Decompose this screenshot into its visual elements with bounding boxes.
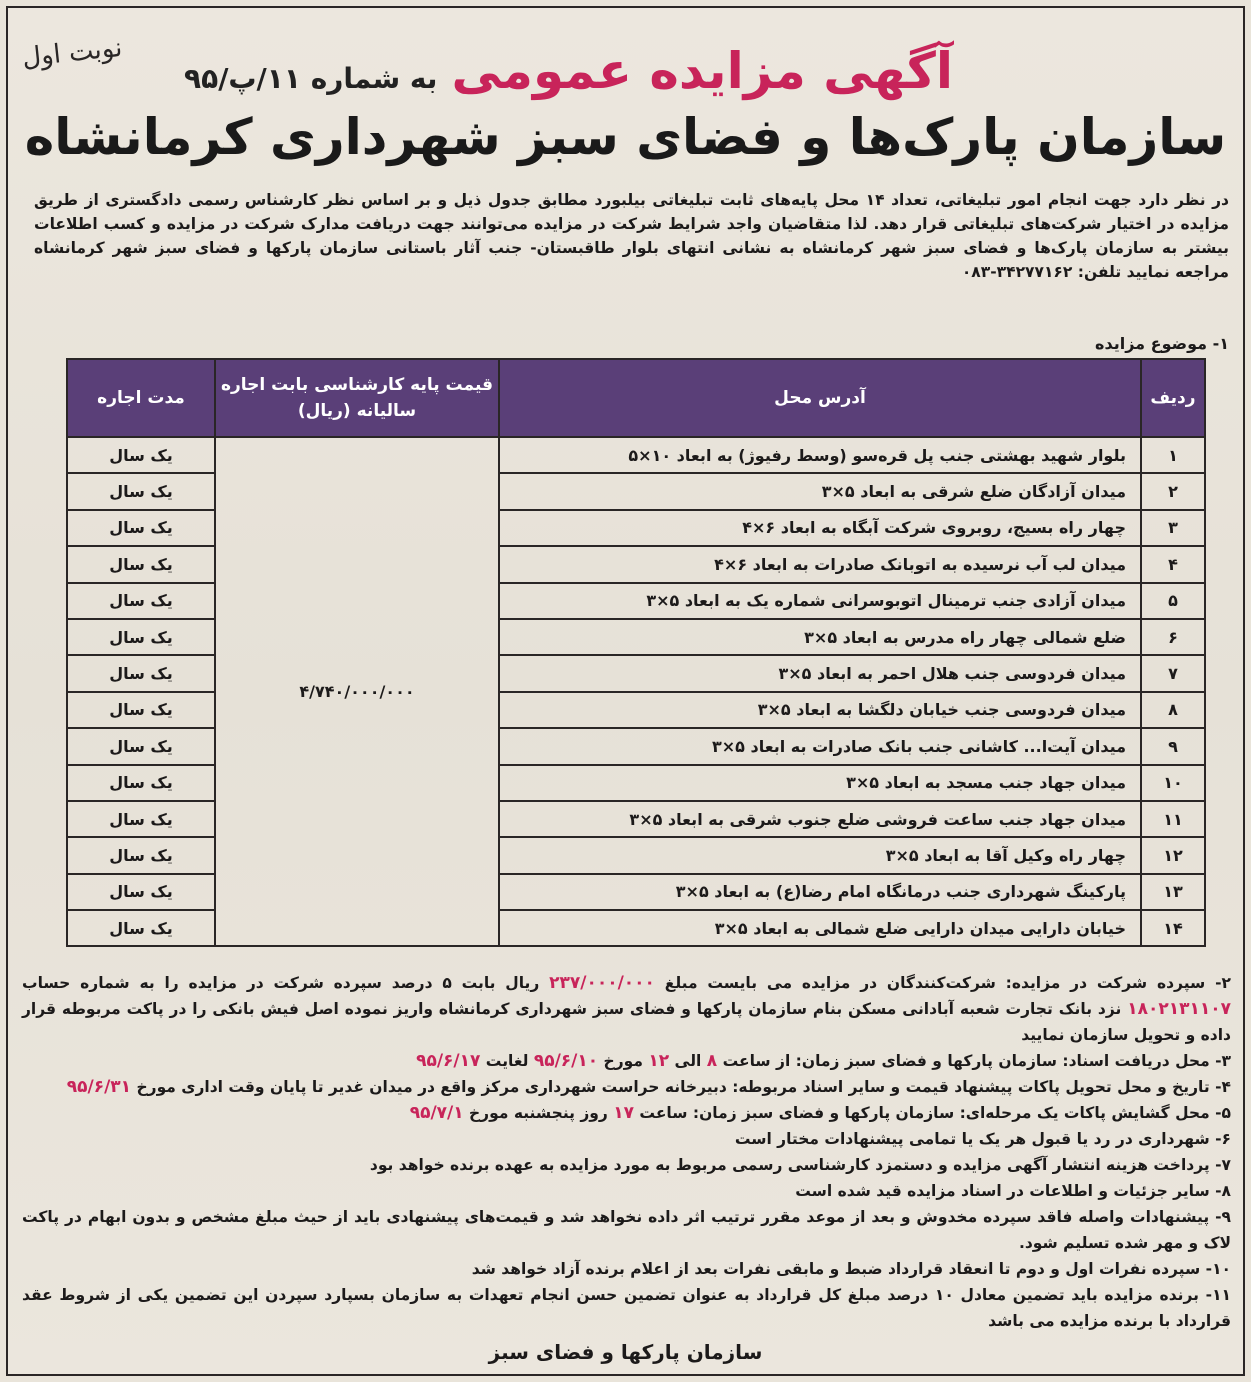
- term-5-date: ۹۵/۷/۱: [409, 1103, 464, 1123]
- term-3-text-d: لغایت: [485, 1052, 529, 1070]
- term-5: [22, 1100, 1231, 1126]
- term-5-text-b: روز پنجشنبه مورخ: [469, 1104, 608, 1122]
- row-address: چهار راه بسیج، روبروی شرکت آبگاه به ابعاد ۶×۴: [499, 510, 1141, 546]
- table-header-row: [67, 359, 1205, 437]
- term-5-text-a: ۵- محل گشایش پاکات یک مرحله‌ای: سازمان پارکها و فضای سبز زمان: ساعت: [639, 1104, 1231, 1122]
- row-number: ۱۳: [1141, 874, 1205, 910]
- row-duration: یک سال: [67, 510, 215, 546]
- row-number: ۷: [1141, 655, 1205, 691]
- term-3-text-a: ۳- محل دریافت اسناد: سازمان پارکها و فضای سبز زمان: از ساعت: [722, 1052, 1231, 1070]
- row-number: ۱۱: [1141, 801, 1205, 837]
- signature: سازمان پارکها و فضای سبز: [488, 1340, 763, 1364]
- term-3-hour-end: ۱۲: [648, 1051, 670, 1071]
- deposit-amount: ۲۳۷/۰۰۰/۰۰۰: [549, 973, 655, 993]
- row-duration: یک سال: [67, 692, 215, 728]
- row-number: ۱۴: [1141, 910, 1205, 946]
- row-number: ۱۰: [1141, 765, 1205, 801]
- term-4: [22, 1074, 1231, 1100]
- row-number: ۴: [1141, 546, 1205, 582]
- organization-title: سازمان پارک‌ها و فضای سبز شهرداری کرمانشاه: [24, 108, 1227, 166]
- term-3: [22, 1048, 1231, 1074]
- row-address: میدان آیت‌ا... کاشانی جنب بانک صادرات به ابعاد ۵×۳: [499, 728, 1141, 764]
- row-duration: یک سال: [67, 437, 215, 473]
- row-duration: یک سال: [67, 874, 215, 910]
- row-number: ۶: [1141, 619, 1205, 655]
- row-address: خیابان دارایی میدان دارایی ضلع شمالی به ابعاد ۵×۳: [499, 910, 1141, 946]
- terms-section: [22, 970, 1231, 1334]
- row-duration: یک سال: [67, 910, 215, 946]
- row-address: میدان آزادگان ضلع شرقی به ابعاد ۵×۳: [499, 473, 1141, 509]
- row-duration: یک سال: [67, 546, 215, 582]
- term-3-hour-start: ۸: [706, 1051, 718, 1071]
- term-6: ۶- شهرداری در رد یا قبول هر یک یا تمامی پیشنهادات مختار است: [734, 1130, 1231, 1148]
- row-address: میدان جهاد جنب مسجد به ابعاد ۵×۳: [499, 765, 1141, 801]
- row-duration: یک سال: [67, 728, 215, 764]
- term-11: ۱۱- برنده مزایده باید تضمین معادل ۱۰ درصد مبلغ کل قرارداد به عنوان تضمین حسن انجام تعهدات به سازمان بسپارد سپردن این تضمین یکی از شروط عقد قرارداد با برنده مزایده می باشد: [22, 1286, 1231, 1330]
- term-4-date: ۹۵/۶/۳۱: [66, 1077, 132, 1097]
- term-2-text-b: ریال بابت ۵ درصد سپرده شرکت در مزایده را به شماره حساب: [22, 974, 540, 992]
- row-number: ۳: [1141, 510, 1205, 546]
- row-duration: یک سال: [67, 583, 215, 619]
- row-duration: یک سال: [67, 765, 215, 801]
- header-row-number: ردیف: [1141, 359, 1205, 437]
- row-address: میدان فردوسی جنب هلال احمر به ابعاد ۵×۳: [499, 655, 1141, 691]
- row-address: چهار راه وکیل آقا به ابعاد ۵×۳: [499, 837, 1141, 873]
- term-2-text-a: ۲- سپرده شرکت در مزایده: شرکت‌کنندگان در مزایده می بایست مبلغ: [664, 974, 1231, 992]
- row-number: ۱: [1141, 437, 1205, 473]
- row-number: ۸: [1141, 692, 1205, 728]
- auction-table: [66, 358, 1206, 947]
- row-number: ۱۲: [1141, 837, 1205, 873]
- term-2: [22, 970, 1231, 1048]
- row-address: بلوار شهید بهشتی جنب پل قره‌سو (وسط رفیوژ) به ابعاد ۱۰×۵: [499, 437, 1141, 473]
- account-number: ۱۸۰۲۱۳۱۱۰۷: [1127, 999, 1231, 1019]
- term-3-text-c: مورخ: [603, 1052, 643, 1070]
- newspaper-notice: [6, 6, 1245, 1376]
- header-address: آدرس محل: [499, 359, 1141, 437]
- row-address: ضلع شمالی چهار راه مدرس به ابعاد ۵×۳: [499, 619, 1141, 655]
- term-2-text-c: نزد بانک تجارت شعبه آبادانی مسکن بنام سازمان پارکها و فضای سبز شهرداری کرمانشاه واریز نموده اصل فیش بانکی را در پاکت مربوطه قرار داده و تحویل سازمان نمایید: [22, 1000, 1231, 1044]
- header-duration: مدت اجاره: [67, 359, 215, 437]
- base-price: ۴/۷۴۰/۰۰۰/۰۰۰: [215, 437, 499, 946]
- row-duration: یک سال: [67, 655, 215, 691]
- term-7: ۷- پرداخت هزینه انتشار آگهی مزایده و دستمزد کارشناسی رسمی مربوط به مورد مزایده به عهده برنده خواهد بود: [369, 1156, 1231, 1174]
- table-row: [67, 437, 1205, 473]
- term-5-hour: ۱۷: [613, 1103, 635, 1123]
- row-duration: یک سال: [67, 473, 215, 509]
- header-price: قیمت پایه کارشناسی بابت اجاره سالیانه (ریال): [215, 359, 499, 437]
- term-4-text: ۴- تاریخ و محل تحویل پاکات پیشنهاد قیمت و سایر اسناد مربوطه: دبیرخانه حراست شهرداری مرکز واقع در میدان غدیر تا پایان وقت اداری مورخ: [136, 1078, 1231, 1096]
- round-label: نوبت اول: [20, 32, 124, 74]
- row-number: ۵: [1141, 583, 1205, 619]
- term-10: ۱۰- سپرده نفرات اول و دوم تا انعقاد قرارداد ضبط و مابقی نفرات بعد از اعلام برنده آزاد خواهد شد: [471, 1260, 1231, 1278]
- row-address: میدان آزادی جنب ترمینال اتوبوسرانی شماره یک به ابعاد ۵×۳: [499, 583, 1141, 619]
- subject-heading: ۱- موضوع مزایده: [1095, 334, 1229, 353]
- row-address: پارکینگ شهرداری جنب درمانگاه امام رضا(ع) به ابعاد ۵×۳: [499, 874, 1141, 910]
- row-duration: یک سال: [67, 837, 215, 873]
- term-9: ۹- پیشنهادات واصله فاقد سپرده مخدوش و بعد از موعد مقرر ترتیب اثر داده نخواهد شد و قیمت‌های پیشنهادی باید از حیث مبلغ مشخص و بدون ابهام در پاکت لاک و مهر شده تسلیم شود.: [22, 1208, 1231, 1252]
- row-number: ۹: [1141, 728, 1205, 764]
- term-8: ۸- سایر جزئیات و اطلاعات در اسناد مزایده قید شده است: [795, 1182, 1231, 1200]
- notice-number: به شماره ۱۱/پ/۹۵: [184, 62, 438, 95]
- row-address: میدان جهاد جنب ساعت فروشی ضلع جنوب شرقی به ابعاد ۵×۳: [499, 801, 1141, 837]
- term-3-date-start: ۹۵/۶/۱۰: [533, 1051, 599, 1071]
- title-line: [184, 42, 953, 100]
- row-address: میدان فردوسی جنب خیابان دلگشا به ابعاد ۵×۳: [499, 692, 1141, 728]
- intro-paragraph: در نظر دارد جهت انجام امور تبلیغاتی، تعداد ۱۴ محل پایه‌های ثابت تبلیغاتی بیلبورد مطابق جدول ذیل و بر اساس نظر کارشناس رسمی دادگستری از طریق مزایده در اختیار شرکت‌های تبلیغاتی قرار دهد. لذا متقاضیان واجد شرایط شرکت در مزایده می‌توانند جهت دریافت مدارک شرکت در مزایده و کسب اطلاعات بیشتر به سازمان پارک‌ها و فضای سبز شهر کرمانشاه به نشانی انتهای بلوار طاقبستان- جنب آثار باستانی سازمان پارکها و فضای سبز شهر کرمانشاه مراجعه نمایید تلفن: ۳۴۲۷۷۱۶۲-۰۸۳: [34, 191, 1229, 281]
- row-address: میدان لب آب نرسیده به اتوبانک صادرات به ابعاد ۶×۴: [499, 546, 1141, 582]
- term-3-text-b: الی: [674, 1052, 702, 1070]
- notice-title: آگهی مزایده عمومی: [451, 42, 953, 100]
- row-duration: یک سال: [67, 619, 215, 655]
- row-duration: یک سال: [67, 801, 215, 837]
- row-number: ۲: [1141, 473, 1205, 509]
- term-3-date-end: ۹۵/۶/۱۷: [416, 1051, 481, 1071]
